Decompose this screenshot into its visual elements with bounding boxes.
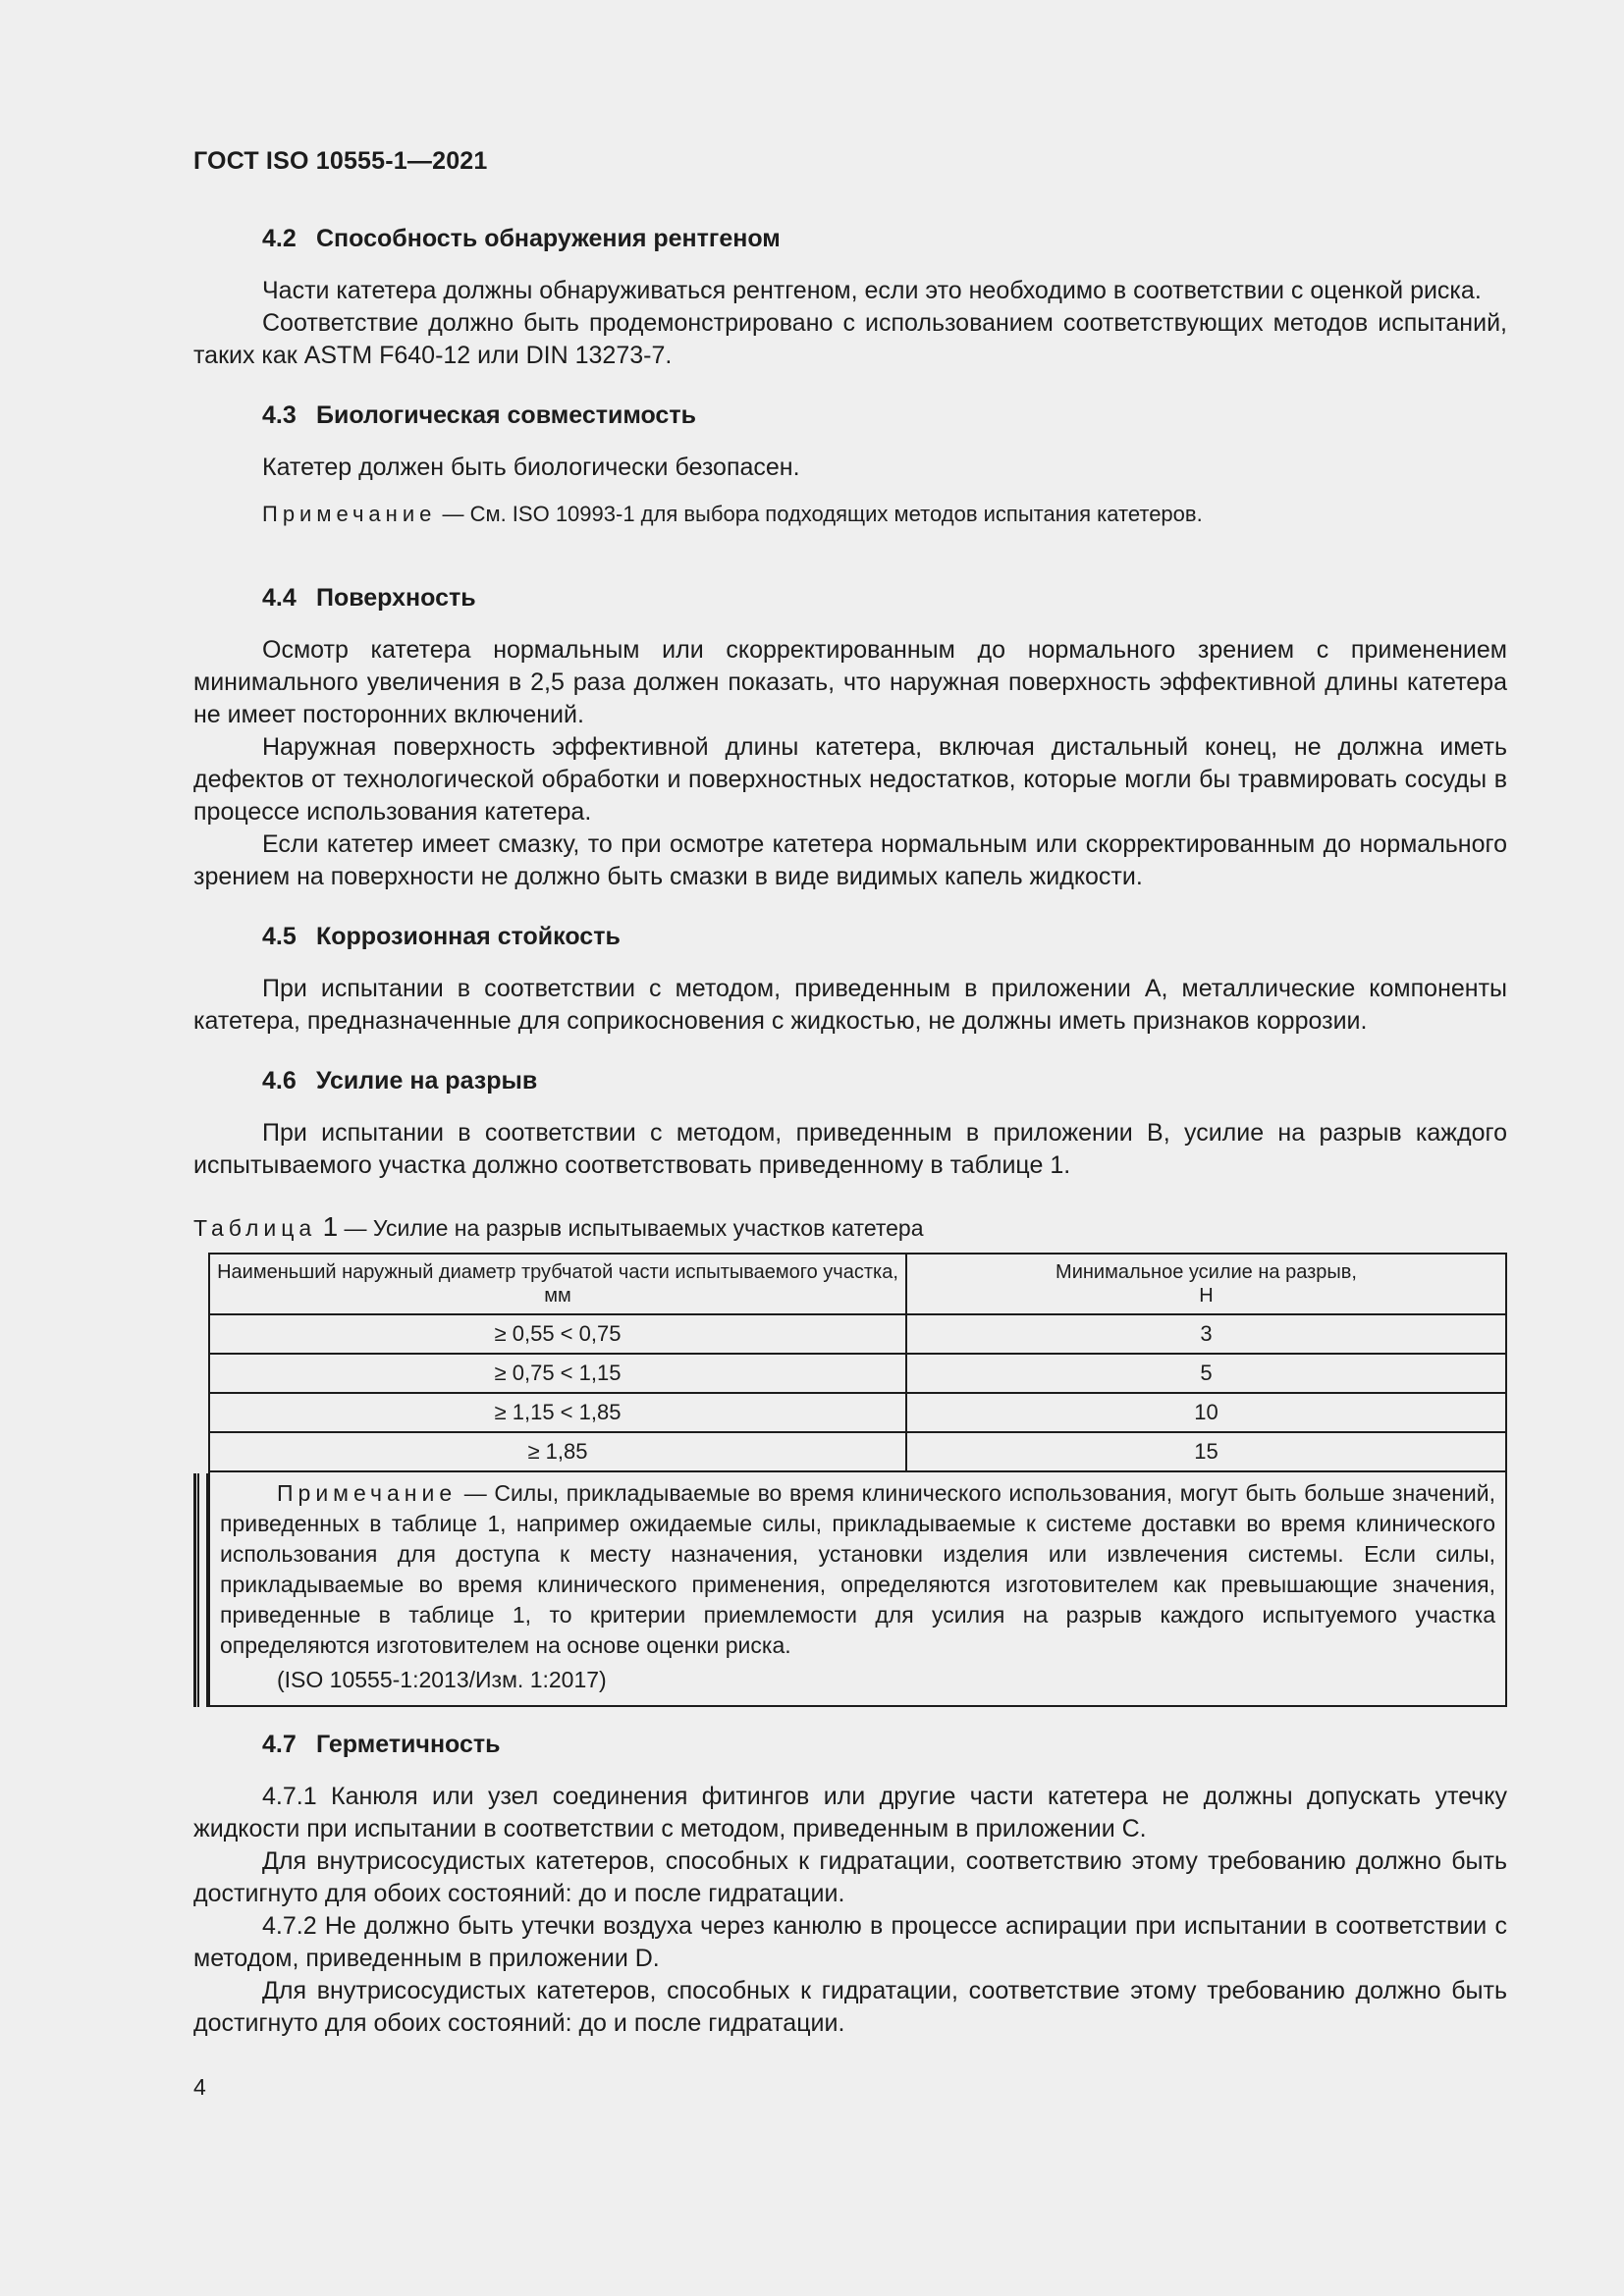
section-number: 4.3 [262, 401, 297, 429]
page-content [193, 147, 1507, 2061]
cell-diameter: ≥ 0,75 < 1,15 [209, 1354, 906, 1393]
section-title-4-4 [193, 584, 1507, 613]
table-caption-text: — Усилие на разрыв испытываемых участков катетера [338, 1215, 924, 1241]
section-title-4-6 [193, 1067, 1507, 1095]
column-header-force-line1: Минимальное усилие на разрыв, [1056, 1261, 1357, 1283]
cell-diameter: ≥ 1,15 < 1,85 [209, 1393, 906, 1432]
note-label: Примечание [262, 502, 437, 526]
note-text: — Силы, прикладываемые во время клинического использования, могут быть больше значений, приведенных в таблице 1, например ожидаемые силы, прикладываемые к системе доставки во время клинического использования для доступа к месту назначения, установки изделия или извлечения системы. Если силы, прикладываемые во время клинического применения, определяются изготовителем как превышающие значения, приведенные в таблице 1, то критерии приемлемости для усилия на разрыв каждого испытуемого участка определяются изготовителем на основе оценки риска. [220, 1480, 1495, 1658]
note-label: Примечание [277, 1480, 458, 1506]
table-row [209, 1432, 1506, 1471]
paragraph: Соответствие должно быть продемонстрировано с использованием соответствующих методов испытаний, таких как ASTM F640-12 или DIN 13273-7. [193, 309, 1507, 369]
section-title-4-7 [193, 1731, 1507, 1759]
section-heading: Способность обнаружения рентгеном [316, 225, 781, 252]
table-row [209, 1314, 1506, 1354]
table-row [209, 1354, 1506, 1393]
table-header-row [209, 1254, 1506, 1314]
table-row [209, 1393, 1506, 1432]
paragraph: Если катетер имеет смазку, то при осмотре катетера нормальным или скорректированным до нормального зрением на поверхности не должно быть смазки в виде видимых капель жидкости. [193, 830, 1507, 890]
table-caption-label: Таблица [193, 1215, 317, 1241]
column-header-force [906, 1254, 1506, 1314]
section-title-4-3 [193, 401, 1507, 430]
section-heading: Поверхность [316, 584, 476, 612]
cell-force: 10 [906, 1393, 1506, 1432]
cell-force: 15 [906, 1432, 1506, 1471]
data-table [208, 1253, 1507, 1707]
table-reference: (ISO 10555-1:2013/Изм. 1:2017) [277, 1667, 607, 1692]
column-header-force-line2: Н [1199, 1285, 1214, 1307]
section-number: 4.6 [262, 1067, 297, 1095]
section-body-4-3 [193, 452, 1507, 484]
table-caption-number: 1 [322, 1211, 339, 1242]
paragraph: Для внутрисосудистых катетеров, способных к гидратации, соответствие этому требованию должно быть достигнуто для обоих состояний: до и после гидратации. [193, 1977, 1507, 2037]
table-note [220, 1478, 1495, 1661]
cell-diameter: ≥ 1,85 [209, 1432, 906, 1471]
section-body-4-5 [193, 973, 1507, 1038]
section-body-4-2 [193, 275, 1507, 372]
section-number: 4.4 [262, 584, 297, 612]
document-header: ГОСТ ISO 10555-1—2021 [193, 147, 488, 175]
note-text: — См. ISO 10993-1 для выбора подходящих методов испытания катетеров. [436, 502, 1203, 526]
paragraph: 4.7.2 Не должно быть утечки воздуха через канюлю в процессе аспирации при испытании в соответствии с методом, приведенным в приложении D. [193, 1912, 1507, 1972]
table-note-cell [209, 1471, 1506, 1706]
cell-diameter: ≥ 0,55 < 0,75 [209, 1314, 906, 1354]
section-heading: Коррозионная стойкость [316, 923, 621, 950]
cell-force: 5 [906, 1354, 1506, 1393]
paragraph: При испытании в соответствии с методом, приведенным в приложении А, металлические компоненты катетера, предназначенные для соприкосновения с жидкостью, не должны иметь признаков коррозии. [193, 975, 1507, 1035]
section-title-4-5 [193, 923, 1507, 951]
section-body-4-7 [193, 1781, 1507, 2040]
paragraph: Наружная поверхность эффективной длины катетера, включая дистальный конец, не должна иметь дефектов от технологической обработки и поверхностных недостатков, которые могли бы травмировать сосуды в процессе использования катетера. [193, 733, 1507, 826]
section-heading: Биологическая совместимость [316, 401, 696, 429]
note [193, 500, 1507, 529]
page-number: 4 [193, 2074, 206, 2100]
table-note-row [209, 1471, 1506, 1706]
section-title-4-2 [193, 225, 1507, 253]
section-number: 4.5 [262, 923, 297, 950]
paragraph: Части катетера должны обнаруживаться рентгеном, если это необходимо в соответствии с оценкой риска. [262, 277, 1482, 304]
table-caption [193, 1211, 1507, 1243]
paragraph: Осмотр катетера нормальным или скорректированным до нормального зрением с применением минимального увеличения в 2,5 раза должен показать, что наружная поверхность эффективной длины катетера не имеет посторонних включений. [193, 636, 1507, 728]
paragraph: При испытании в соответствии с методом, приведенным в приложении В, усилие на разрыв каждого испытываемого участка должно соответствовать приведенному в таблице 1. [193, 1119, 1507, 1179]
paragraph: Катетер должен быть биологически безопасен. [262, 454, 800, 481]
paragraph: 4.7.1 Канюля или узел соединения фитингов или другие части катетера не должны допускать утечку жидкости при испытании в соответствии с методом, приведенным в приложении С. [193, 1783, 1507, 1842]
change-marker-bars [193, 1473, 209, 1707]
section-heading: Герметичность [316, 1731, 501, 1758]
table-1 [208, 1253, 1507, 1707]
section-body-4-6 [193, 1117, 1507, 1182]
section-heading: Усилие на разрыв [316, 1067, 538, 1095]
section-body-4-4 [193, 634, 1507, 893]
section-number: 4.2 [262, 225, 297, 252]
column-header-diameter: Наименьший наружный диаметр трубчатой части испытываемого участка, мм [209, 1254, 906, 1314]
cell-force: 3 [906, 1314, 1506, 1354]
paragraph: Для внутрисосудистых катетеров, способных к гидратации, соответствию этому требованию должно быть достигнуто для обоих состояний: до и после гидратации. [193, 1847, 1507, 1907]
section-number: 4.7 [262, 1731, 297, 1758]
